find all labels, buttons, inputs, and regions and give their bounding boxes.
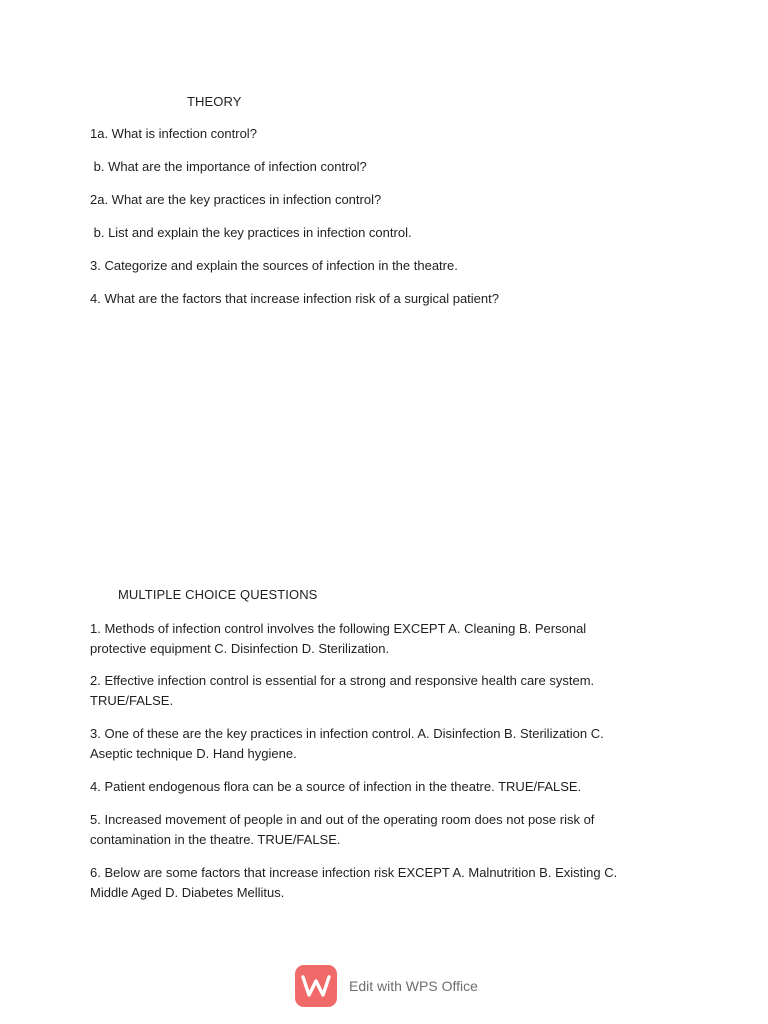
mcq-question-6-line-2: Middle Aged D. Diabetes Mellitus. — [90, 885, 285, 900]
mcq-question-1-line-2: protective equipment C. Disinfection D. Sterilization. — [90, 641, 390, 656]
mcq-question-2-line-2: TRUE/FALSE. — [90, 693, 174, 708]
mcq-question-1 — [90, 619, 670, 659]
theory-question-3: 3. Categorize and explain the sources of infection in the theatre. — [90, 258, 458, 273]
theory-question-2a: 2a. What are the key practices in infection control? — [90, 192, 382, 207]
edit-with-wps-button[interactable] — [295, 965, 478, 1007]
mcq-question-1-line-1: 1. Methods of infection control involves the following EXCEPT A. Cleaning B. Personal — [90, 621, 587, 636]
mcq-question-2 — [90, 671, 670, 711]
theory-question-4: 4. What are the factors that increase infection risk of a surgical patient? — [90, 291, 499, 306]
mcq-question-2-line-1: 2. Effective infection control is essential for a strong and responsive health care system. — [90, 673, 595, 688]
mcq-question-6 — [90, 863, 670, 903]
theory-heading: THEORY — [187, 94, 242, 109]
mcq-question-3-line-2: Aseptic technique D. Hand hygiene. — [90, 746, 297, 761]
mcq-question-3 — [90, 724, 670, 764]
mcq-question-6-line-1: 6. Below are some factors that increase infection risk EXCEPT A. Malnutrition B. Existing C. — [90, 865, 618, 880]
mcq-heading: MULTIPLE CHOICE QUESTIONS — [118, 587, 318, 602]
theory-question-2b: b. List and explain the key practices in infection control. — [90, 225, 412, 240]
mcq-question-3-line-1: 3. One of these are the key practices in infection control. A. Disinfection B. Sterilization C. — [90, 726, 604, 741]
theory-question-1a: 1a. What is infection control? — [90, 126, 257, 141]
mcq-question-4 — [90, 777, 670, 797]
mcq-question-4-line-1: 4. Patient endogenous flora can be a source of infection in the theatre. TRUE/FALSE. — [90, 779, 582, 794]
theory-question-1b: b. What are the importance of infection control? — [90, 159, 367, 174]
wps-w-glyph — [301, 974, 331, 998]
wps-logo-icon — [295, 965, 337, 1007]
mcq-question-5-line-2: contamination in the theatre. TRUE/FALSE. — [90, 832, 341, 847]
wps-label: Edit with WPS Office — [349, 978, 478, 994]
mcq-question-5 — [90, 810, 670, 850]
mcq-question-5-line-1: 5. Increased movement of people in and out of the operating room does not pose risk of — [90, 812, 595, 827]
